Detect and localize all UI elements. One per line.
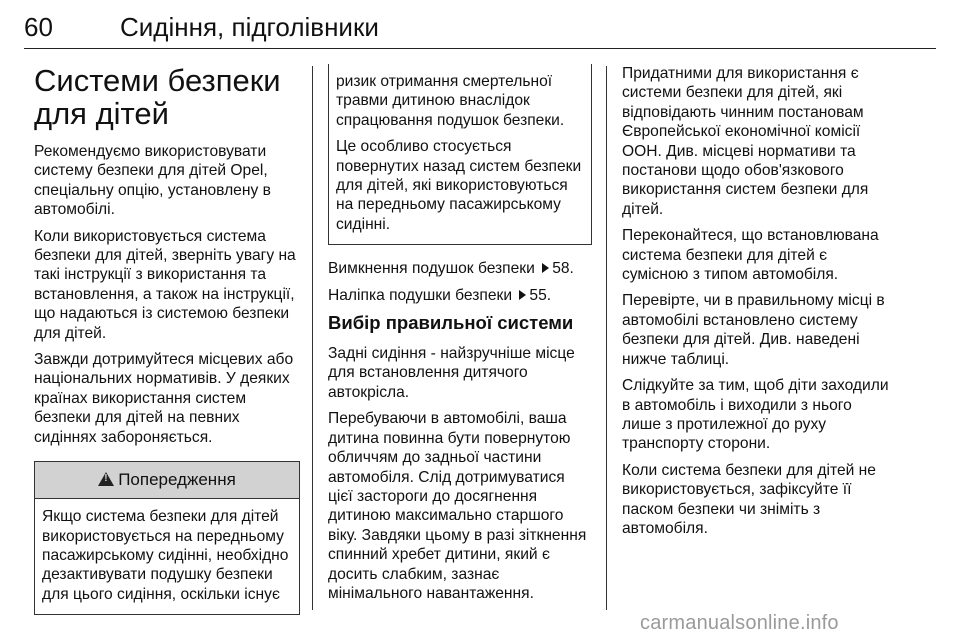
page-reference-arrow-icon (519, 290, 526, 300)
paragraph: Перебуваючи в автомобілі, ваша дитина повинна бути повернутою обличчям до задньої частини автомобіля. Слід дотримуватися цієї застороги до досягнення дитиною максимально старшого віку. Завдяки цьому в разі зіткнення спинний хребет дитини, який є досить слабким, зазнає мінімального навантаження. (328, 410, 587, 602)
column-1 (34, 64, 300, 615)
column-3 (622, 64, 890, 545)
cross-reference-page: 58. (552, 260, 574, 278)
warning-box-continued (328, 64, 592, 245)
paragraph: Коли використовується система безпеки для дітей, зверніть увагу на такі інструкції з використання та встановлення, а також на інструкції, що надаються із системою безпеки для дітей. (34, 227, 296, 342)
paragraph: Завжди дотримуйтеся місцевих або національних нормативів. У деяких країнах використання систем безпеки для дітей на певних сидіннях забороняється. (34, 351, 294, 446)
column-2 (328, 64, 592, 610)
cross-reference-page: 55. (529, 286, 552, 304)
paragraph: Задні сидіння - найзручніше місце для встановлення дитячого автокрісла. (328, 345, 575, 401)
cross-reference[interactable] (328, 286, 592, 305)
paragraph: Слідкуйте за тим, щоб діти заходили в автомобіль і виходили з нього лише з протилежної до руху транспорту сторони. (622, 377, 889, 453)
warning-text: Це особливо стосується повернутих назад систем безпеки для дітей, які використовуються на передньому пасажирському сидінні. (336, 138, 582, 233)
paragraph: Придатними для використання є системи безпеки для дітей, які відповідають чинним постановам Європейської економічної комісії ООН. Див. місцеві нормативи та постанови щодо обов'язкового використання систем безпеки для дітей. (622, 65, 869, 218)
page-header (24, 8, 936, 49)
cross-reference-text: Вимкнення подушок безпеки (328, 260, 535, 278)
page-reference-arrow-icon (542, 263, 549, 273)
paragraph: Переконайтеся, що встановлювана система безпеки для дітей є сумісною з типом автомобіля. (622, 227, 879, 284)
column-divider (312, 66, 313, 610)
paragraph: Коли система безпеки для дітей не використовується, зафіксуйте її паском безпеки чи зніміть з автомобіля. (622, 461, 876, 537)
cross-reference-text: Наліпка подушки безпеки (328, 286, 513, 304)
cross-reference[interactable] (328, 259, 592, 278)
page-header-title: Сидіння, підголівники (120, 12, 379, 42)
warning-body: Якщо система безпеки для дітей використовується на передньому пасажирському сидінні, необхідно дезактивувати подушку безпеки для цього сидіння, оскільки існує (42, 508, 289, 603)
paragraph: Рекомендуємо використовувати систему безпеки для дітей Opel, спеціальну опцію, установлену в автомобілі. (34, 143, 271, 219)
subsection-heading: Вибір правильної системи (328, 312, 574, 334)
page-number: 60 (24, 12, 53, 42)
watermark: carmanualsonline.info (640, 612, 839, 634)
warning-text: ризик отримання смертельної травми дитиною внаслідок спрацювання подушок безпеки. (336, 73, 565, 129)
paragraph: Перевірте, чи в правильному місці в автомобілі встановлено систему безпеки для дітей. Див. наведені нижче таблиці. (622, 292, 885, 368)
warning-box (34, 461, 300, 615)
column-divider (606, 66, 607, 610)
warning-title: Попередження (118, 470, 236, 490)
warning-header (35, 462, 299, 499)
warning-triangle-icon (98, 472, 114, 486)
section-heading: Системи безпеки для дітей (34, 63, 281, 131)
